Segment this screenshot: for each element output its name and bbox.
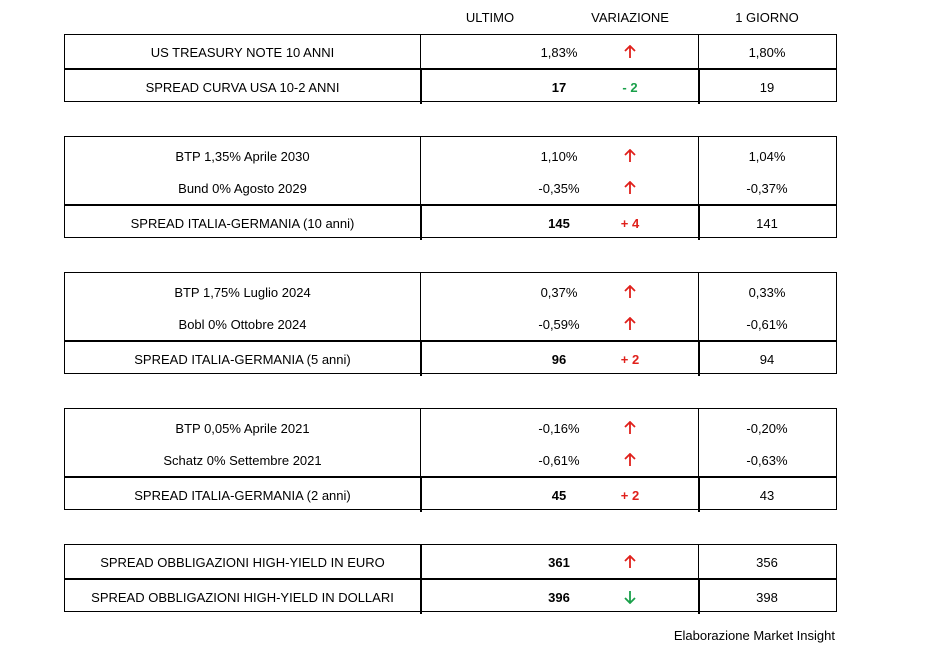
arrow-up-icon xyxy=(620,545,640,579)
footer-credit: Elaborazione Market Insight xyxy=(673,628,835,643)
arrow-up-icon xyxy=(620,35,640,69)
row-label: SPREAD OBBLIGAZIONI HIGH-YIELD IN EURO xyxy=(100,554,385,570)
row-1-giorno: 398 xyxy=(756,589,778,605)
row-variazione: + 2 xyxy=(620,351,640,367)
arrow-up-icon xyxy=(620,443,640,477)
table-row xyxy=(65,275,836,309)
table-group-us xyxy=(64,34,837,102)
row-label: Schatz 0% Settembre 2021 xyxy=(163,452,322,468)
table-row xyxy=(65,35,836,69)
row-1-giorno: -0,37% xyxy=(746,180,788,196)
row-ultimo: -0,35% xyxy=(538,180,580,196)
row-label: Bobl 0% Ottobre 2024 xyxy=(178,316,307,332)
row-ultimo: 17 xyxy=(551,79,567,95)
table-row xyxy=(65,545,836,579)
arrow-down-icon xyxy=(620,580,640,614)
table-row xyxy=(65,307,836,341)
row-label: BTP 1,35% Aprile 2030 xyxy=(175,148,310,164)
arrow-up-icon xyxy=(620,411,640,445)
row-ultimo: -0,61% xyxy=(538,452,580,468)
row-label: SPREAD CURVA USA 10-2 ANNI xyxy=(145,79,340,95)
table-row xyxy=(65,171,836,205)
row-1-giorno: 1,80% xyxy=(748,44,786,60)
table-row xyxy=(65,340,836,376)
row-1-giorno: 19 xyxy=(759,79,775,95)
table-row xyxy=(65,578,836,614)
table-group-high-yield xyxy=(64,544,837,612)
table-row xyxy=(65,68,836,104)
row-variazione: + 4 xyxy=(620,215,640,231)
header-ultimo: ULTIMO xyxy=(465,10,515,25)
row-ultimo: 145 xyxy=(548,215,570,231)
row-1-giorno: 0,33% xyxy=(748,284,786,300)
row-ultimo: 361 xyxy=(548,554,570,570)
row-label: BTP 0,05% Aprile 2021 xyxy=(175,420,310,436)
row-1-giorno: 94 xyxy=(759,351,775,367)
row-ultimo: 96 xyxy=(551,351,567,367)
row-label: BTP 1,75% Luglio 2024 xyxy=(174,284,311,300)
table-row xyxy=(65,139,836,173)
table-row xyxy=(65,204,836,240)
row-variazione: - 2 xyxy=(622,79,638,95)
row-1-giorno: 1,04% xyxy=(748,148,786,164)
row-ultimo: 1,10% xyxy=(540,148,578,164)
table-group-5y xyxy=(64,272,837,374)
arrow-up-icon xyxy=(620,307,640,341)
row-1-giorno: 356 xyxy=(756,554,778,570)
row-label: Bund 0% Agosto 2029 xyxy=(178,180,307,196)
row-ultimo: -0,16% xyxy=(538,420,580,436)
row-ultimo: 0,37% xyxy=(540,284,578,300)
row-ultimo: 45 xyxy=(551,487,567,503)
row-variazione: + 2 xyxy=(620,487,640,503)
row-label: US TREASURY NOTE 10 ANNI xyxy=(150,44,335,60)
row-label: SPREAD OBBLIGAZIONI HIGH-YIELD IN DOLLARI xyxy=(91,589,394,605)
row-label: SPREAD ITALIA-GERMANIA (5 anni) xyxy=(134,351,351,367)
row-label: SPREAD ITALIA-GERMANIA (2 anni) xyxy=(134,487,351,503)
table-row xyxy=(65,411,836,445)
table-row xyxy=(65,476,836,512)
arrow-up-icon xyxy=(620,275,640,309)
row-1-giorno: -0,20% xyxy=(746,420,788,436)
table-row xyxy=(65,443,836,477)
row-1-giorno: -0,63% xyxy=(746,452,788,468)
row-1-giorno: 141 xyxy=(756,215,778,231)
row-label: SPREAD ITALIA-GERMANIA (10 anni) xyxy=(130,215,355,231)
row-ultimo: 1,83% xyxy=(540,44,578,60)
header-variazione: VARIAZIONE xyxy=(591,10,669,25)
header-1-giorno: 1 GIORNO xyxy=(735,10,799,25)
table-group-10y xyxy=(64,136,837,238)
row-ultimo: 396 xyxy=(548,589,570,605)
row-ultimo: -0,59% xyxy=(538,316,580,332)
table-group-2y xyxy=(64,408,837,510)
row-1-giorno: 43 xyxy=(759,487,775,503)
arrow-up-icon xyxy=(620,171,640,205)
row-1-giorno: -0,61% xyxy=(746,316,788,332)
arrow-up-icon xyxy=(620,139,640,173)
